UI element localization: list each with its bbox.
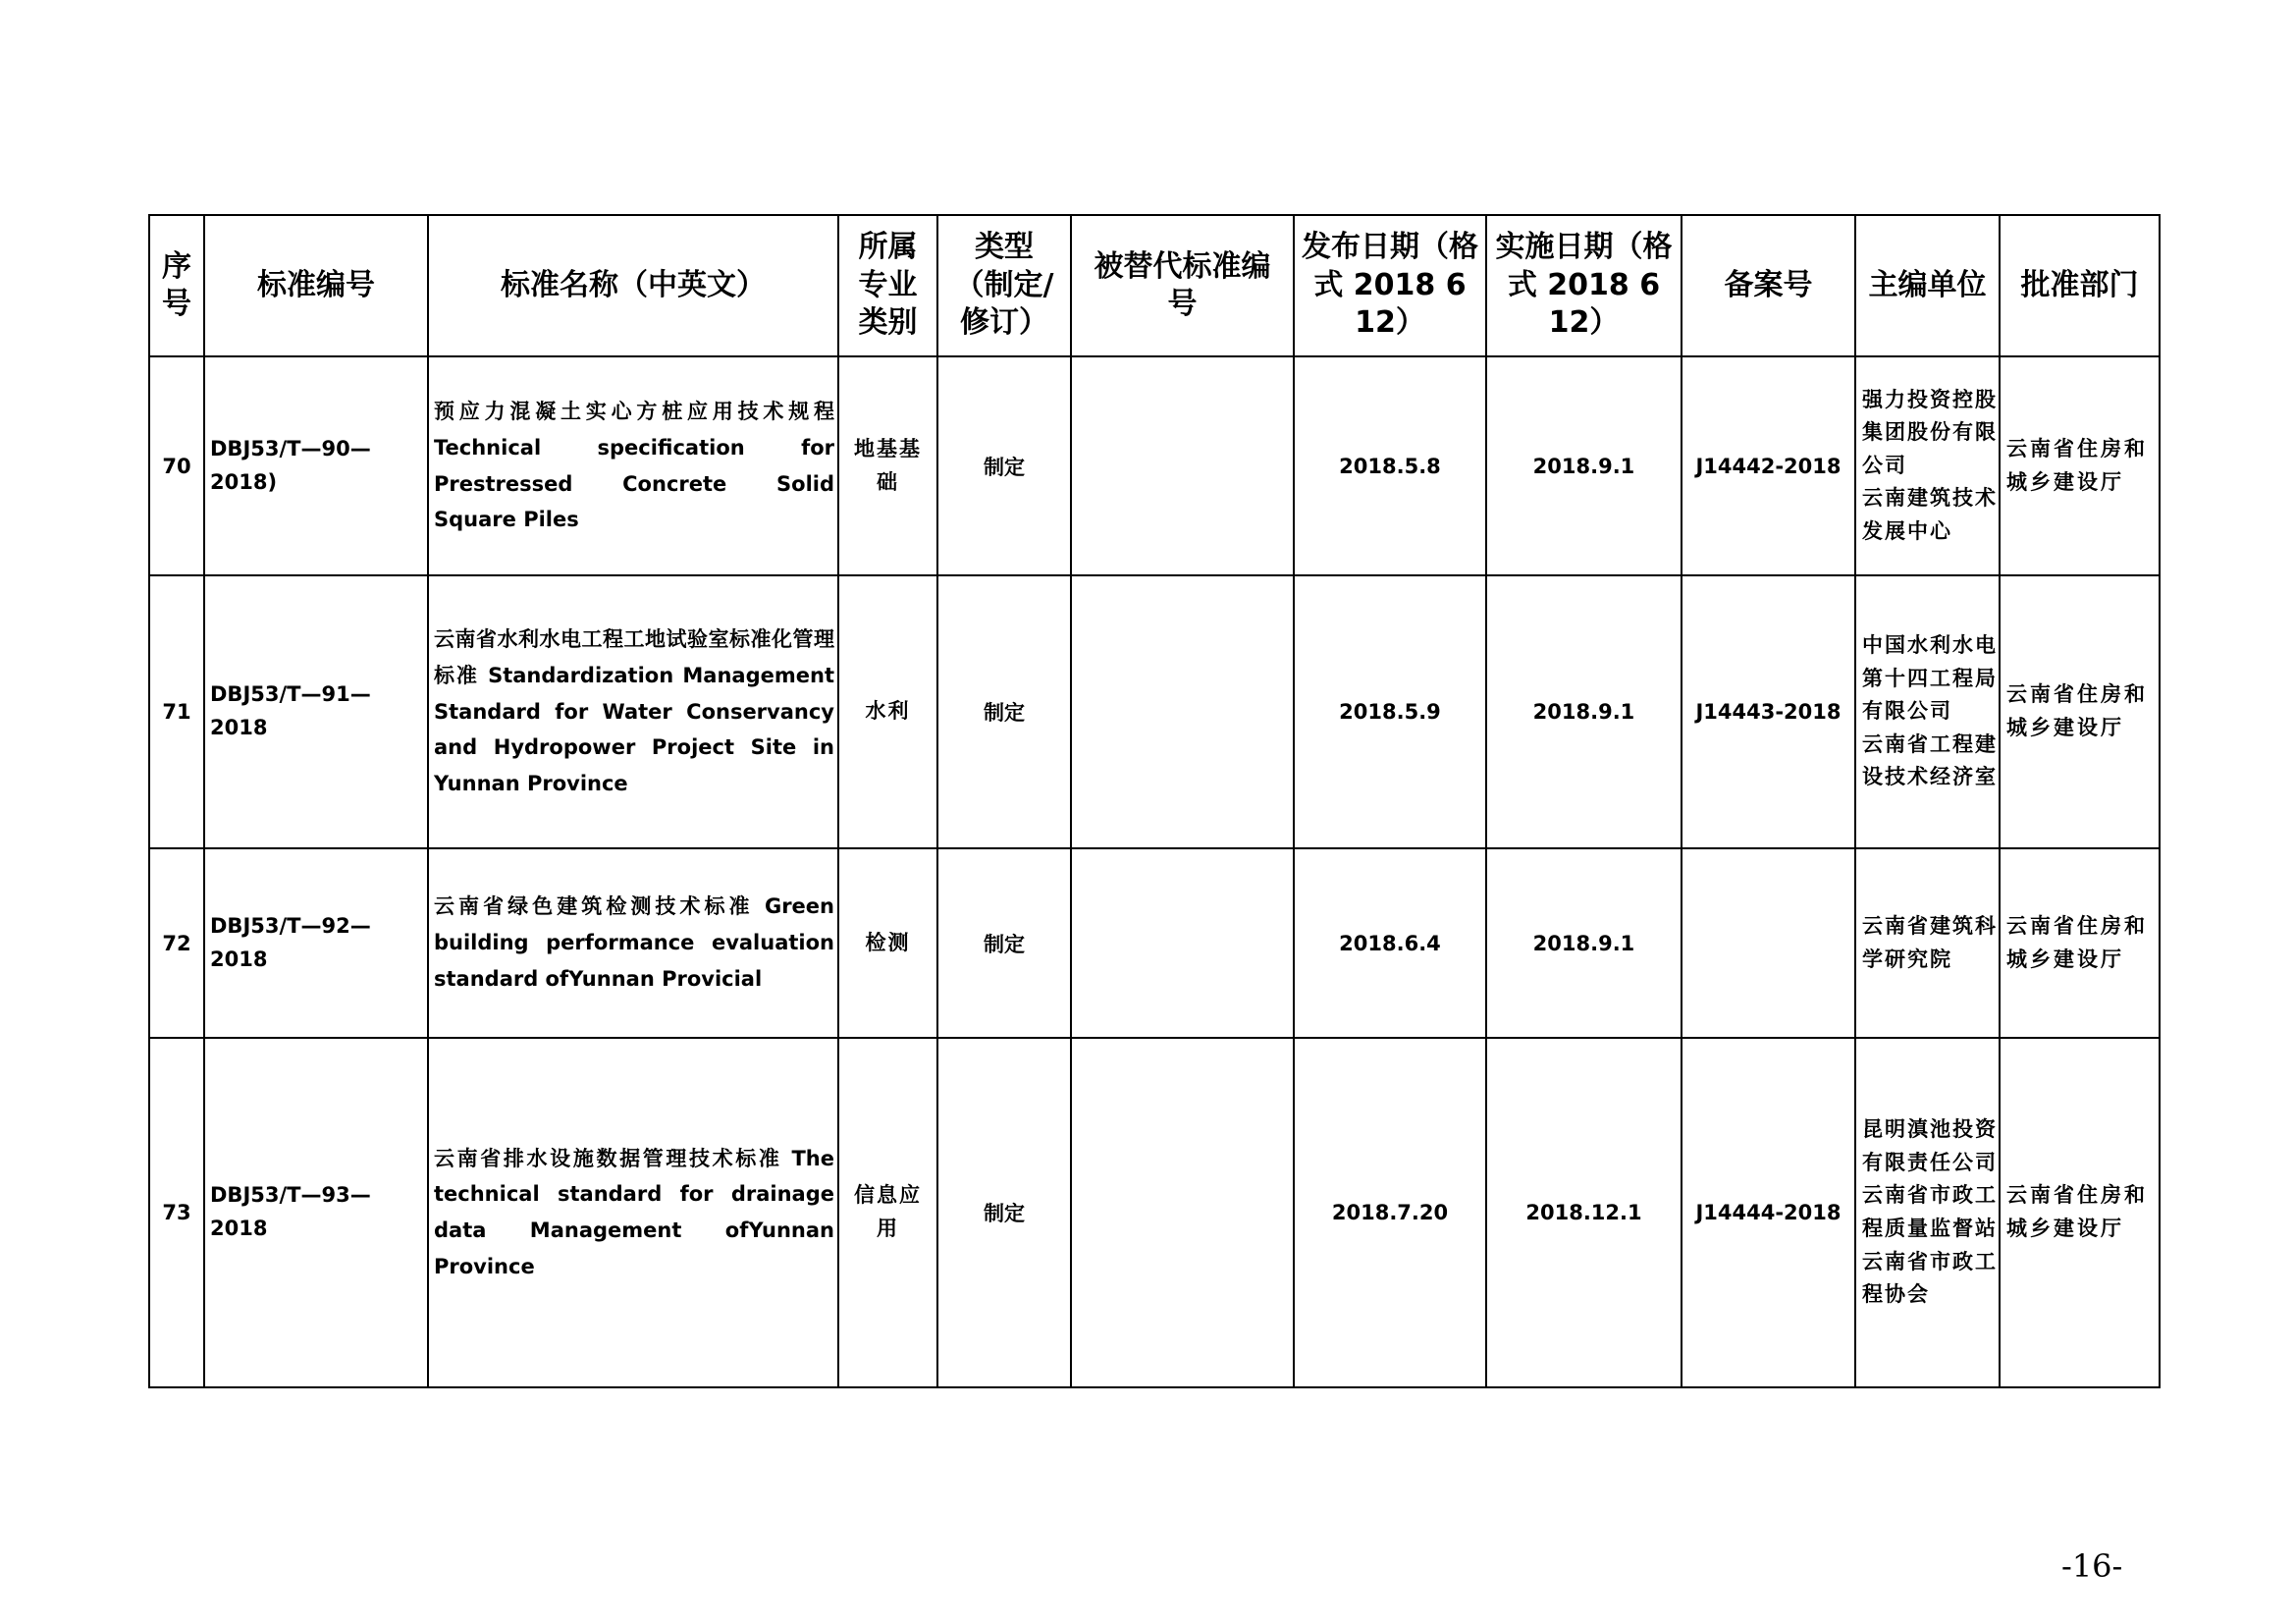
editor-unit: 昆明滇池投资有限责任公司 bbox=[1862, 1117, 1998, 1174]
cell-effective-date: 2018.12.1 bbox=[1486, 1038, 1682, 1387]
cell-publish-date: 2018.7.20 bbox=[1294, 1038, 1486, 1387]
cell-record-no: J14443-2018 bbox=[1682, 575, 1855, 848]
cell-seq: 73 bbox=[149, 1038, 204, 1387]
header-record-no: 备案号 bbox=[1682, 215, 1855, 356]
cell-publish-date: 2018.5.8 bbox=[1294, 356, 1486, 575]
cell-record-no: J14444-2018 bbox=[1682, 1038, 1855, 1387]
header-approver: 批准部门 bbox=[2000, 215, 2160, 356]
cell-seq: 70 bbox=[149, 356, 204, 575]
cell-editor bbox=[1855, 848, 2000, 1038]
cell-type: 制定 bbox=[937, 848, 1071, 1038]
header-replaced: 被替代标准编号 bbox=[1071, 215, 1294, 356]
editor-unit: 云南省市政工程协会 bbox=[1862, 1249, 1998, 1307]
cell-code: DBJ53/T—93—2018 bbox=[204, 1038, 428, 1387]
cell-record-no: J14442-2018 bbox=[1682, 356, 1855, 575]
cell-seq: 71 bbox=[149, 575, 204, 848]
table-row bbox=[149, 1038, 2160, 1387]
header-effective-date: 实施日期（格式 2018 6 12） bbox=[1486, 215, 1682, 356]
cell-editor bbox=[1855, 1038, 2000, 1387]
cell-code: DBJ53/T—91—2018 bbox=[204, 575, 428, 848]
table-row bbox=[149, 848, 2160, 1038]
table-row bbox=[149, 575, 2160, 848]
cell-name: 云南省水利水电工程工地试验室标准化管理标准 Standardization Management Standard for Water Conservancy and Hydropower Project Site in Yunnan Province bbox=[428, 575, 838, 848]
table-row bbox=[149, 356, 2160, 575]
header-name: 标准名称（中英文） bbox=[428, 215, 838, 356]
cell-editor bbox=[1855, 575, 2000, 848]
cell-publish-date: 2018.6.4 bbox=[1294, 848, 1486, 1038]
editor-unit: 云南省市政工程质量监督站 bbox=[1862, 1183, 1998, 1240]
cell-seq: 72 bbox=[149, 848, 204, 1038]
editor-unit: 中国水利水电第十四工程局有限公司 bbox=[1862, 633, 1998, 724]
cell-record-no bbox=[1682, 848, 1855, 1038]
header-category: 所属专业类别 bbox=[838, 215, 937, 356]
editor-unit: 云南省建筑科学研究院 bbox=[1862, 913, 1998, 971]
cell-code: DBJ53/T—92—2018 bbox=[204, 848, 428, 1038]
cell-effective-date: 2018.9.1 bbox=[1486, 575, 1682, 848]
cell-category: 检测 bbox=[838, 848, 937, 1038]
cell-category: 信息应用 bbox=[838, 1038, 937, 1387]
cell-category: 水利 bbox=[838, 575, 937, 848]
cell-approver: 云南省住房和城乡建设厅 bbox=[2000, 356, 2160, 575]
cell-approver: 云南省住房和城乡建设厅 bbox=[2000, 1038, 2160, 1387]
cell-replaced bbox=[1071, 848, 1294, 1038]
cell-name: 云南省排水设施数据管理技术标准 The technical standard for drainage data Management ofYunnan Province bbox=[428, 1038, 838, 1387]
cell-category: 地基基础 bbox=[838, 356, 937, 575]
cell-replaced bbox=[1071, 1038, 1294, 1387]
cell-effective-date: 2018.9.1 bbox=[1486, 356, 1682, 575]
cell-replaced bbox=[1071, 356, 1294, 575]
header-row bbox=[149, 215, 2160, 356]
cell-name: 预应力混凝土实心方桩应用技术规程 Technical specification for Prestressed Concrete Solid Square Piles bbox=[428, 356, 838, 575]
standards-table bbox=[148, 214, 2161, 1388]
header-editor: 主编单位 bbox=[1855, 215, 2000, 356]
header-code: 标准编号 bbox=[204, 215, 428, 356]
header-publish-date: 发布日期（格式 2018 6 12） bbox=[1294, 215, 1486, 356]
cell-approver: 云南省住房和城乡建设厅 bbox=[2000, 848, 2160, 1038]
header-seq: 序号 bbox=[149, 215, 204, 356]
cell-code: DBJ53/T—90—2018) bbox=[204, 356, 428, 575]
cell-replaced bbox=[1071, 575, 1294, 848]
cell-editor bbox=[1855, 356, 2000, 575]
cell-name: 云南省绿色建筑检测技术标准 Green building performance evaluation standard ofYunnan Provicial bbox=[428, 848, 838, 1038]
cell-type: 制定 bbox=[937, 356, 1071, 575]
page-number: -16- bbox=[2061, 1547, 2123, 1585]
editor-unit: 云南省工程建设技术经济室 bbox=[1862, 731, 1998, 789]
cell-approver: 云南省住房和城乡建设厅 bbox=[2000, 575, 2160, 848]
cell-effective-date: 2018.9.1 bbox=[1486, 848, 1682, 1038]
cell-type: 制定 bbox=[937, 575, 1071, 848]
header-type: 类型（制定/修订） bbox=[937, 215, 1071, 356]
editor-unit: 强力投资控股集团股份有限公司 bbox=[1862, 387, 1998, 477]
cell-publish-date: 2018.5.9 bbox=[1294, 575, 1486, 848]
cell-type: 制定 bbox=[937, 1038, 1071, 1387]
editor-unit: 云南建筑技术发展中心 bbox=[1862, 486, 1998, 543]
